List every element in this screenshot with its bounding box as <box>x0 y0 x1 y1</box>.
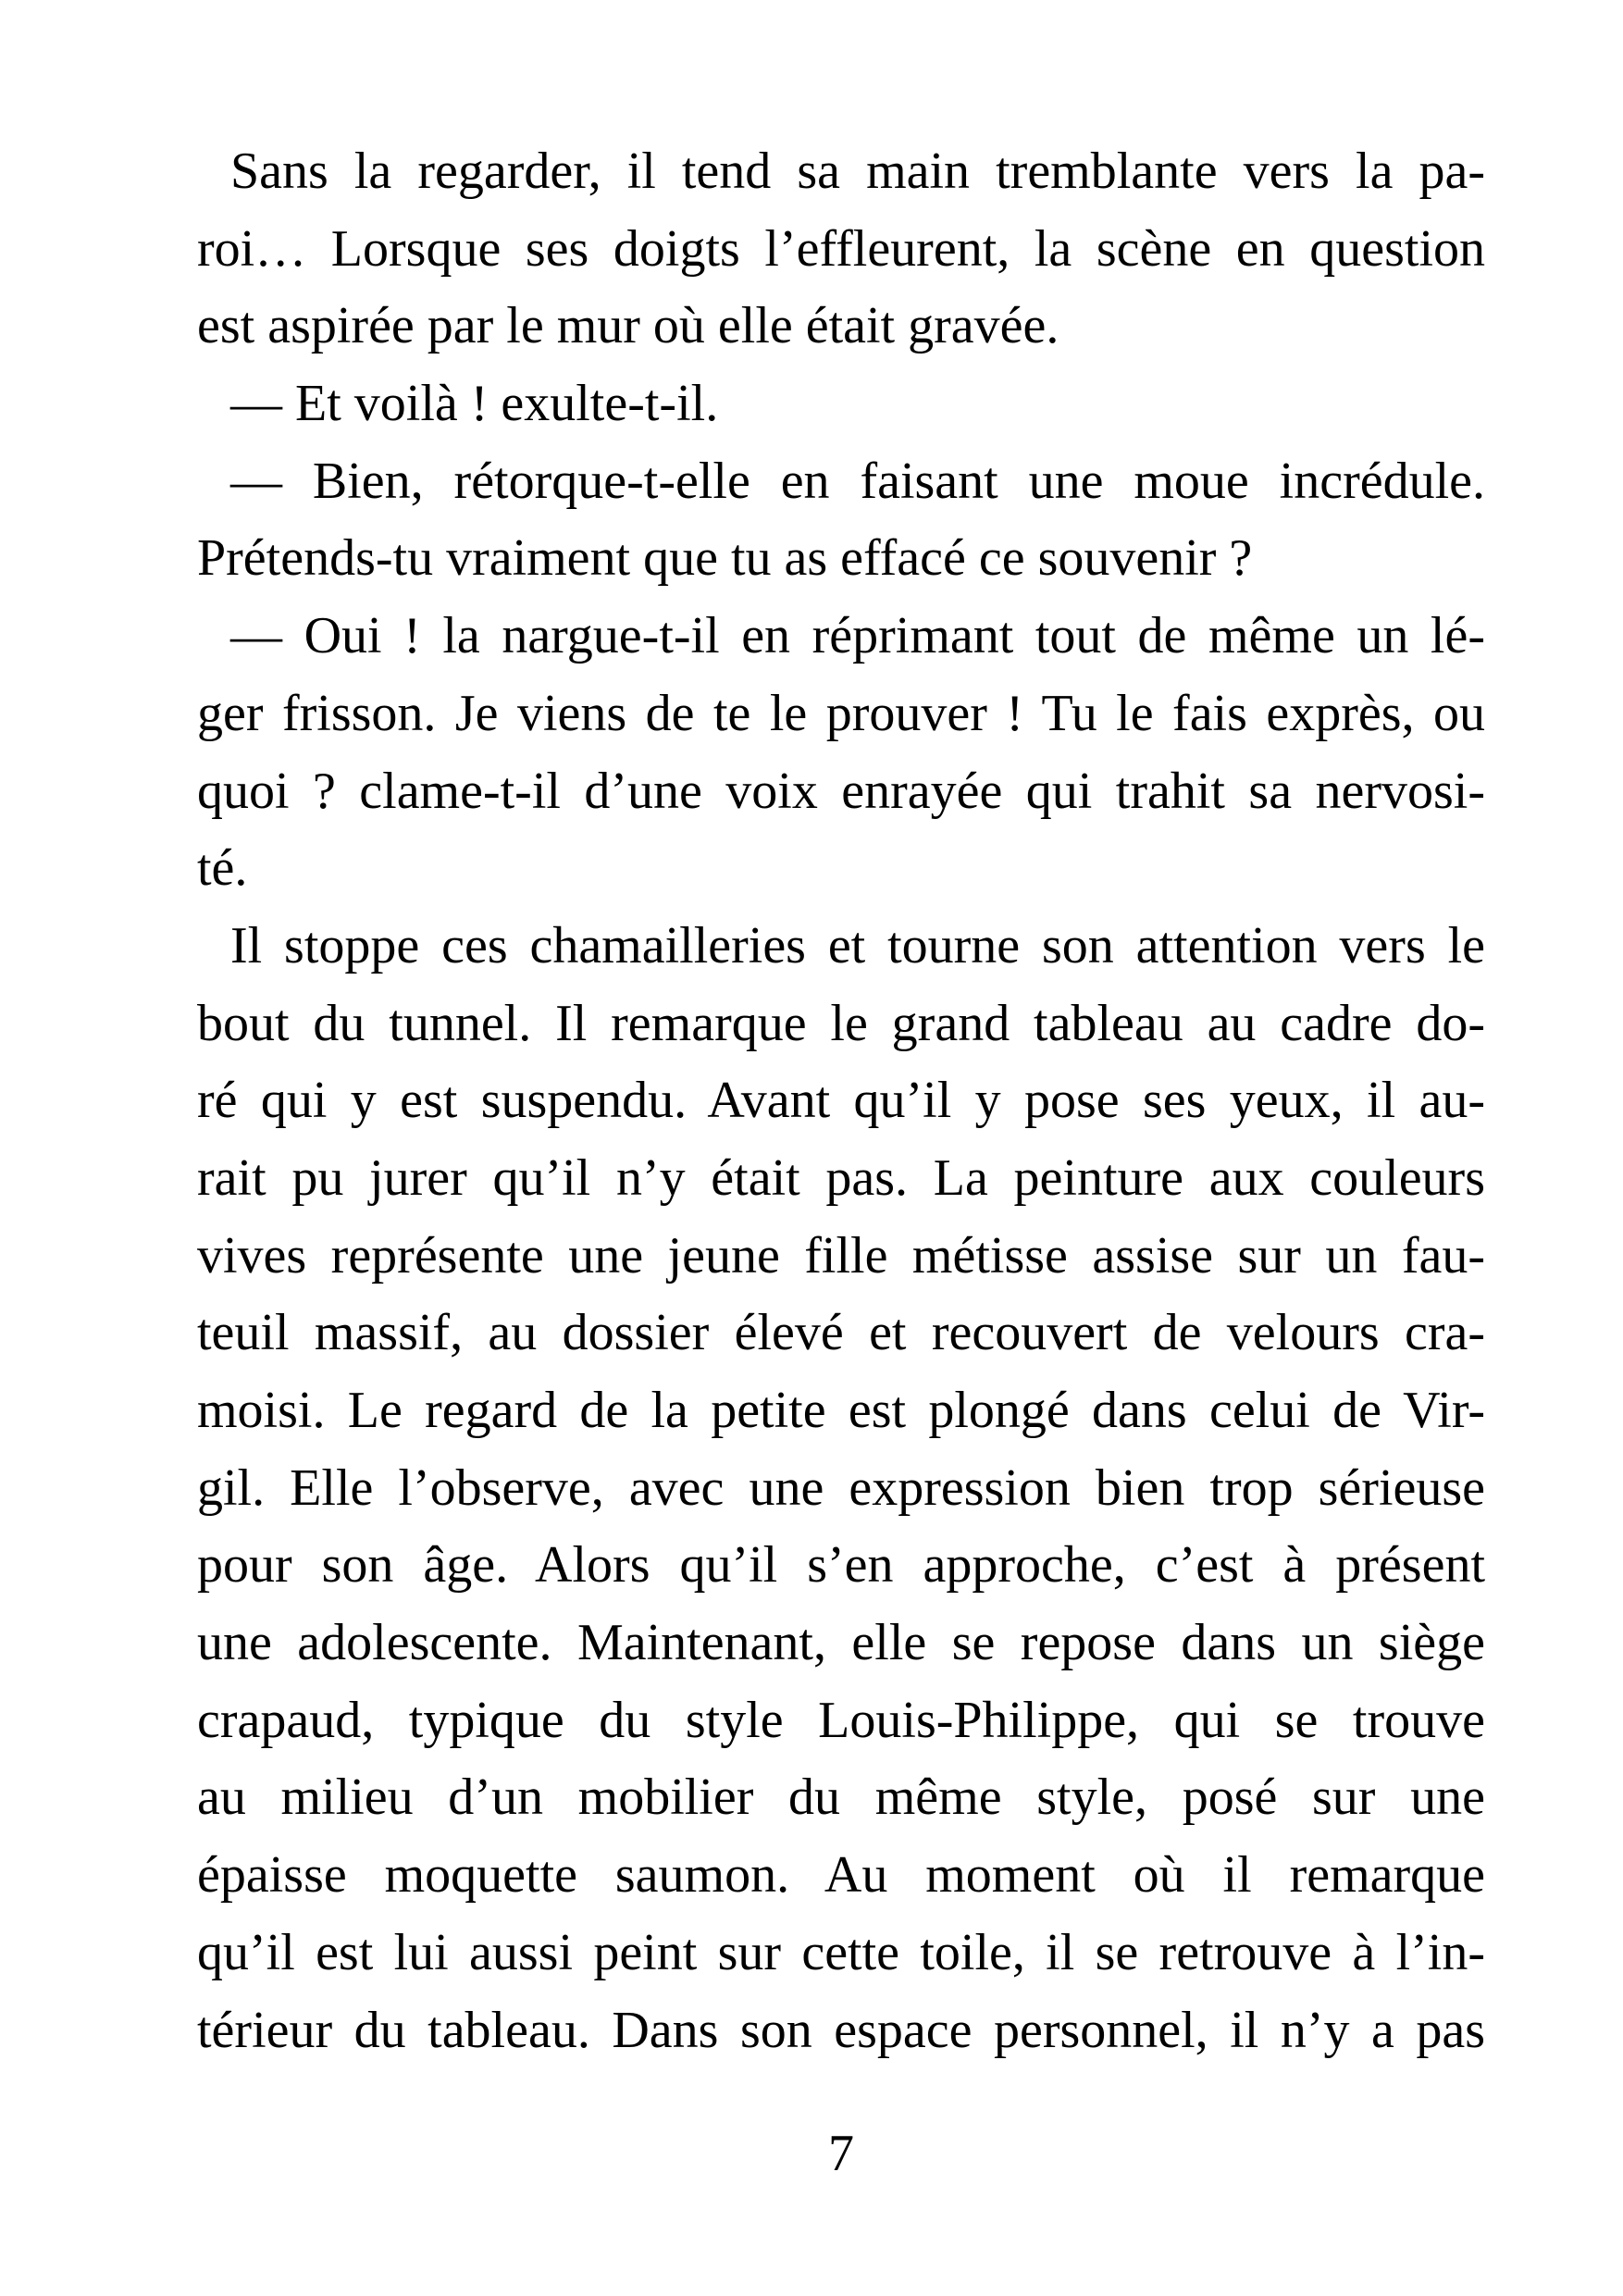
text-line-p5-l12: au milieu d’un mobilier du même style, posé sur une <box>197 1769 1485 1827</box>
text-line-p4-l4: té. <box>197 839 248 898</box>
text-line-p1-l3: est aspirée par le mur où elle était gravée. <box>197 297 1059 355</box>
page-number: 7 <box>828 2125 854 2182</box>
text-line-p5-l11: crapaud, typique du style Louis-Philippe, qui se trouve <box>197 1691 1485 1749</box>
text-line-p3-l1: — Bien, rétorque-t-elle en faisant une moue incrédule. <box>230 452 1485 510</box>
text-line-p5-l14: qu’il est lui aussi peint sur cette toile, il se retrouve à l’in- <box>197 1923 1485 1981</box>
text-line-p1-l2: roi… Lorsque ses doigts l’effleurent, la scène en question <box>197 219 1485 278</box>
text-line-p5-l10: une adolescente. Maintenant, elle se repose dans un siège <box>197 1614 1485 1672</box>
text-line-p5-l1: Il stoppe ces chamailleries et tourne son attention vers le <box>230 916 1485 974</box>
text-line-p5-l13: épaisse moquette saumon. Au moment où il remarque <box>197 1846 1485 1905</box>
text-line-p5-l6: teuil massif, au dossier élevé et recouvert de velours cra- <box>197 1304 1485 1362</box>
text-line-p4-l1: — Oui ! la nargue-t-il en réprimant tout de même un lé- <box>230 607 1485 665</box>
text-line-p5-l9: pour son âge. Alors qu’il s’en approche, c’est à présent <box>197 1536 1485 1595</box>
text-line-p4-l2: ger frisson. Je viens de te le prouver ! Tu le fais exprès, ou <box>197 684 1485 742</box>
text-line-p5-l7: moisi. Le regard de la petite est plongé dans celui de Vir- <box>197 1382 1485 1439</box>
text-line-p5-l8: gil. Elle l’observe, avec une expression bien trop sérieuse <box>197 1458 1485 1517</box>
text-line-p2-l1: — Et voilà ! exulte-t-il. <box>230 375 719 433</box>
text-line-p5-l15: térieur du tableau. Dans son espace personnel, il n’y a pas <box>197 2001 1485 2059</box>
text-line-p5-l4: rait pu jurer qu’il n’y était pas. La peinture aux couleurs <box>197 1148 1485 1207</box>
text-line-p5-l5: vives représente une jeune fille métisse assise sur un fau- <box>197 1226 1485 1285</box>
text-line-p3-l2: Prétends-tu vraiment que tu as effacé ce souvenir ? <box>197 529 1253 588</box>
text-line-p5-l3: ré qui y est suspendu. Avant qu’il y pose ses yeux, il au- <box>197 1072 1485 1130</box>
text-line-p5-l2: bout du tunnel. Il remarque le grand tableau au cadre do- <box>197 994 1485 1052</box>
body-text <box>197 133 1485 2069</box>
text-line-p1-l1: Sans la regarder, il tend sa main tremblante vers la pa- <box>230 143 1485 200</box>
text-line-p4-l3: quoi ? clame-t-il d’une voix enrayée qui trahit sa nervosi- <box>197 762 1485 820</box>
